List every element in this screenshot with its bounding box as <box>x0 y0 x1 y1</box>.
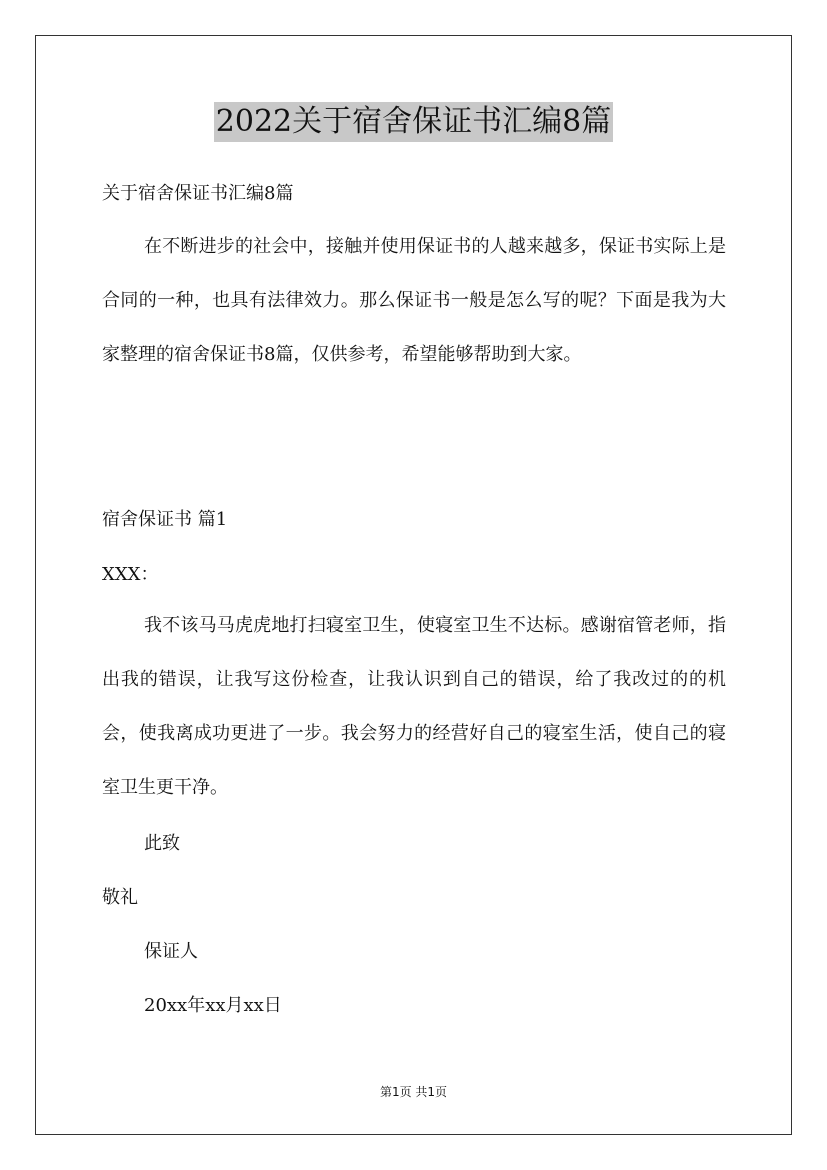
title-container <box>0 102 827 142</box>
page-footer: 第1页 共1页 <box>379 1085 448 1099</box>
signer-label: 保证人 <box>144 941 198 962</box>
body-paragraph: 我不该马马虎虎地打扫寝室卫生，使寝室卫生不达标。感谢宿管老师，指出我的错误，让我写这份检查，让我认识到自己的错误，给了我改过的的机会，使我离成功更进了一步。我会努力的经营好自己的寝室生活，使自己的寝室卫生更干净。 <box>102 615 726 798</box>
document-subtitle: 关于宿舍保证书汇编8篇 <box>102 183 294 204</box>
intro-paragraph: 在不断进步的社会中，接触并使用保证书的人越来越多，保证书实际上是合同的一种，也具有法律效力。那么保证书一般是怎么写的呢？下面是我为大家整理的宿舍保证书8篇，仅供参考，希望能够帮助到大家。 <box>102 236 726 365</box>
date-line: 20xx年xx月xx日 <box>144 995 282 1016</box>
section-heading: 宿舍保证书 篇1 <box>102 509 228 530</box>
salutation: XXX： <box>102 564 159 585</box>
document-title: 2022关于宿舍保证书汇编8篇 <box>214 102 613 142</box>
closing-line-1: 此致 <box>144 833 180 854</box>
closing-line-2: 敬礼 <box>102 887 138 908</box>
